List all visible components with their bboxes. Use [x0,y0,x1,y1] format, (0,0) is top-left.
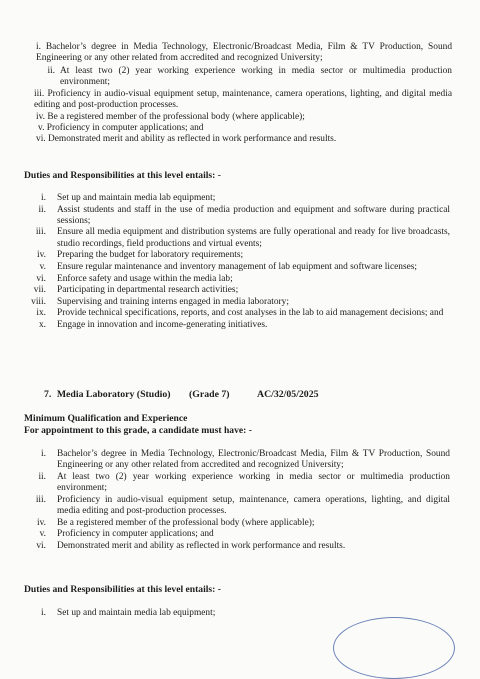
item-text: Set up and maintain media lab equipment; [57,608,216,618]
list-item [0,449,450,472]
position-number: 7. [44,389,52,400]
list-item [0,250,450,261]
item-text: Provide technical specifications, reports, and cost analyses in the lab to aid management decisions; and [57,308,444,319]
list-item [0,274,450,285]
item-text: Assist students and staff in the use of media production and equipment and software during practical sessions; [57,204,450,226]
item-number: vi. [36,134,48,145]
item-text: Be a registered member of the professional body (where applicable); [47,111,305,122]
list-item [0,42,452,65]
item-text: Bachelor’s degree in Media Technology, Electronic/Broadcast Media, Film & TV Production, Sound Engineering or any other related from accredited and recognized University; [36,42,453,64]
item-text: Enforce safety and usage within the media lab; [57,273,233,284]
item-number: vii. [33,285,46,296]
appointment-heading: For appointment to this grade, a candidate must have: - [24,425,252,436]
item-text: Preparing the budget for laboratory requirements; [57,250,244,261]
item-number: v. [39,261,46,272]
item-number: iv. [36,250,46,261]
list-item [0,495,450,518]
duties-list-1 [0,193,450,332]
item-text: Proficiency in computer applications; and [46,123,204,134]
item-number: ii. [47,65,55,76]
list-item [0,541,450,552]
item-text: Supervising and training interns engaged in media laboratory; [57,296,289,307]
item-number: vi. [36,540,46,551]
item-text: Be a registered member of the professional body (where applicable); [57,517,315,528]
item-number: iv. [36,111,48,122]
item-text: Demonstrated merit and ability as reflected in work performance and results. [57,540,346,551]
item-text: Ensure regular maintenance and inventory management of lab equipment and software licenses; [57,261,418,272]
item-text: Proficiency in audio-visual equipment setup, maintenance, camera operations, lighting, and digital media editing and post-production processes. [57,494,450,517]
item-number: iii. [34,89,48,100]
item-text: Participating in departmental research activities; [57,285,239,296]
position-grade: (Grade 7) [189,389,230,400]
item-number: ii. [38,204,46,215]
item-number: ix. [36,308,46,319]
list-item [0,205,450,228]
item-number: i. [41,608,46,618]
position-code: AC/32/05/2025 [257,389,319,400]
item-number: iii. [35,227,46,238]
min-qualification-heading: Minimum Qualification and Experience [24,413,188,424]
list-item [0,285,450,296]
item-text: Proficiency in computer applications; and [57,529,214,540]
list-item [0,227,450,250]
list-item [0,320,450,331]
item-number: v. [39,529,46,540]
item-text: Proficiency in audio-visual equipment setup, maintenance, camera operations, lighting, and digital media editing and post-production processes. [34,89,452,111]
item-text: Set up and maintain media lab equipment; [57,193,216,203]
list-item [0,134,452,145]
list-item [0,123,452,134]
item-number: i. [36,42,46,52]
list-item [0,308,450,319]
item-text: Engage in innovation and income-generating initiatives. [57,319,268,330]
qualification-list-1 [0,42,452,146]
item-number: i. [41,449,46,459]
list-item [0,297,450,308]
item-number: iv. [36,517,46,528]
official-stamp [333,617,455,679]
item-text: Ensure all media equipment and distribution systems are fully operational and ready for live broadcasts, studio recordings, field productions and virtual events; [57,227,450,249]
item-number: v. [38,123,47,134]
list-item [0,66,452,89]
position-title: Media Laboratory (Studio) [56,389,171,400]
list-item [0,472,450,495]
qualification-list-2 [0,449,450,552]
item-number: viii. [31,296,46,307]
list-item [0,518,450,529]
item-text: Demonstrated merit and ability as reflected in work performance and results. [47,134,337,145]
item-number: i. [41,193,46,203]
list-item [0,262,450,273]
item-number: x. [38,319,46,330]
item-number: iii. [35,494,46,505]
item-text: Bachelor’s degree in Media Technology, Electronic/Broadcast Media, Film & TV Production, Sound Engineering or any other related from accredited and recognized University; [57,449,450,471]
position-heading [44,389,319,400]
duties-heading: Duties and Responsibilities at this level entails: - [24,584,221,595]
item-number: vi. [36,273,46,284]
list-item [0,112,452,123]
duties-heading: Duties and Responsibilities at this level entails: - [24,170,221,181]
list-item [0,529,450,540]
item-number: ii. [38,471,46,482]
item-text: At least two (2) year working experience working in media sector or multimedia production environment; [57,471,450,494]
item-text: At least two (2) year working experience working in media sector or multimedia production environment; [60,65,452,87]
list-item [0,193,450,204]
list-item [0,89,452,112]
